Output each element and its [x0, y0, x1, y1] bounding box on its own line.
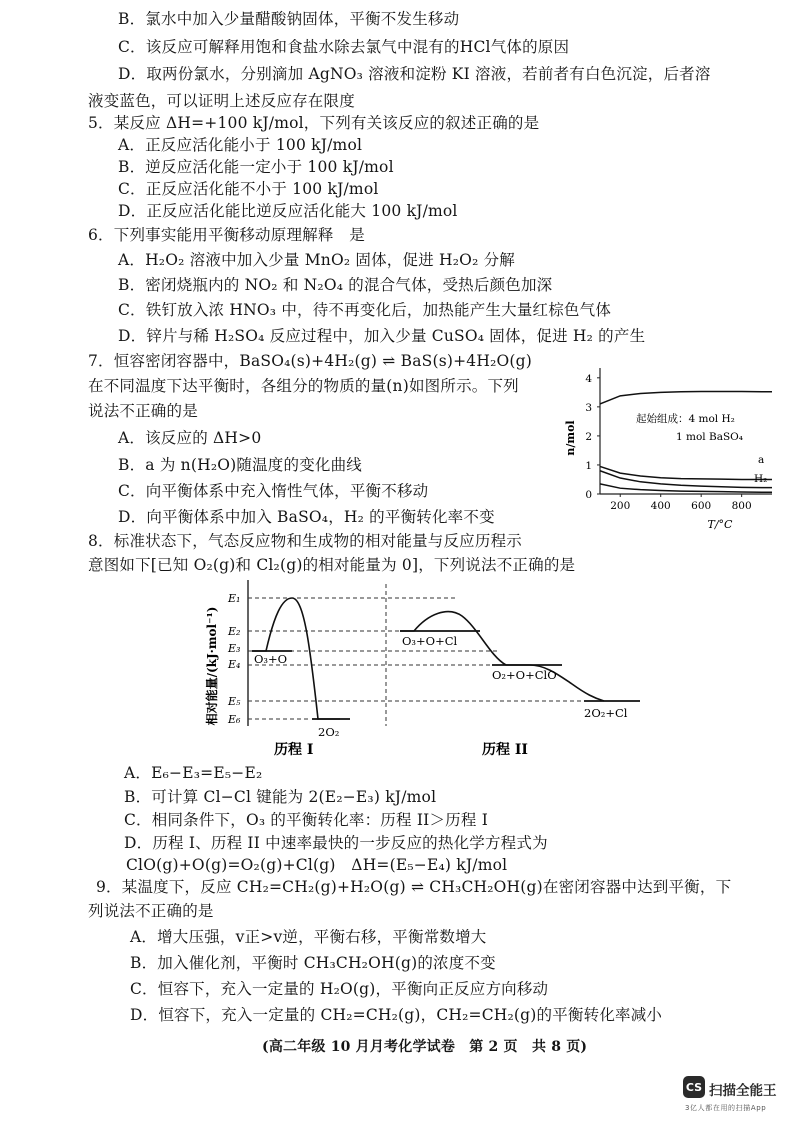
q8-option-c: C．相同条件下，O₃ 的平衡转化率：历程 II＞历程 I: [124, 811, 489, 829]
q7-stem-line1: 7．恒容密闭容器中，BaSO₄(s)+4H₂(g) ⇌ BaS(s)+4H₂O(g): [88, 352, 533, 370]
q8-species-o3-o: O₃+O: [254, 652, 288, 666]
q7-y-tick-label: 2: [585, 430, 592, 443]
q7-y-tick-label: 4: [585, 372, 592, 385]
q8-stem-line1: 8．标准状态下，气态反应物和生成物的相对能量与反应历程示: [88, 532, 522, 550]
q8-e5-label: E₅: [228, 695, 241, 708]
q8-species-o3-o-cl: O₃+O+Cl: [402, 634, 458, 648]
watermark-app-name: 扫描全能王: [709, 1083, 777, 1099]
q7-curve-1: [600, 466, 772, 479]
q8-energy-diagram: [200, 576, 650, 762]
q9-option-c: C．恒容下，充入一定量的 H₂O(g)，平衡向正反应方向移动: [130, 980, 549, 998]
q8-option-a: A．E₆−E₃=E₅−E₂: [124, 764, 263, 782]
q9-option-b: B．加入催化剂，平衡时 CH₃CH₂OH(g)的浓度不变: [130, 954, 496, 972]
q8-e2-label: E₂: [228, 625, 241, 638]
q7-y-tick-label: 3: [585, 401, 592, 414]
q6-stem: 6．下列事实能用平衡移动原理解释 是: [88, 226, 365, 244]
q8-pathway-2-label: 历程 II: [482, 742, 528, 758]
q7-option-b: B．a 为 n(H₂O)随温度的变化曲线: [118, 456, 363, 474]
q7-x-tick-label: 200: [610, 500, 631, 512]
q9-stem-line1: 9．某温度下，反应 CH₂=CH₂(g)+H₂O(g) ⇌ CH₃CH₂OH(g)在密闭容器中达到平衡，下: [96, 878, 732, 896]
q7-annotation-line2: 1 mol BaSO₄: [676, 431, 743, 443]
q4-option-b: B．氯水中加入少量醋酸钠固体，平衡不发生移动: [118, 10, 460, 28]
q9-option-d: D．恒容下，充入一定量的 CH₂=CH₂(g)，CH₂=CH₂(g)的平衡转化率减小: [130, 1006, 663, 1024]
q7-x-axis-label: T/°C: [707, 518, 733, 531]
q6-option-d: D．锌片与稀 H₂SO₄ 反应过程中，加入少量 CuSO₄ 固体，促进 H₂ 的产生: [118, 327, 646, 345]
q7-x-tick-label: 400: [650, 500, 671, 512]
q7-stem-line2: 在不同温度下达平衡时，各组分的物质的量(n)如图所示。下列: [88, 377, 519, 395]
page-footer: (高二年级 10 月月考化学试卷 第 2 页 共 8 页): [262, 1039, 588, 1055]
q7-equilibrium-chart: [560, 360, 780, 540]
q8-species-2o2-cl: 2O₂+Cl: [584, 706, 628, 720]
q7-series-label-a: a: [758, 454, 765, 466]
q8-option-d-line1: D．历程 I、历程 II 中速率最快的一步反应的热化学方程式为: [124, 834, 548, 852]
q7-annotation-line1: 起始组成：4 mol H₂: [636, 413, 735, 425]
q7-series-label-h2: H₂: [754, 473, 768, 485]
q6-option-a: A．H₂O₂ 溶液中加入少量 MnO₂ 固体，促进 H₂O₂ 分解: [118, 251, 516, 269]
q5-option-a: A．正反应活化能小于 100 kJ/mol: [118, 136, 363, 154]
q9-option-a: A．增大压强，v正>v逆，平衡右移，平衡常数增大: [130, 928, 487, 946]
q7-y-axis-label: n/mol: [564, 420, 577, 456]
q4-option-c: C．该反应可解释用饱和食盐水除去氯气中混有的HCl气体的原因: [118, 38, 570, 56]
q8-species-o2-o-clo: O₂+O+ClO: [492, 668, 557, 682]
q7-option-c: C．向平衡体系中充入惰性气体，平衡不移动: [118, 482, 429, 500]
q7-y-tick-label: 1: [585, 459, 592, 472]
q8-e3-label: E₃: [228, 642, 241, 655]
q8-y-axis-label: 相对能量/(kJ·mol⁻¹): [205, 606, 219, 726]
q6-option-b: B．密闭烧瓶内的 NO₂ 和 N₂O₄ 的混合气体，受热后颜色加深: [118, 276, 553, 294]
q8-species-2o2: 2O₂: [318, 725, 340, 739]
q7-curve-0: [600, 391, 772, 403]
q8-stem-line2: 意图如下[已知 O₂(g)和 Cl₂(g)的相对能量为 0]，下列说法不正确的是: [88, 556, 576, 574]
q9-stem-line2: 列说法不正确的是: [88, 902, 214, 920]
q8-pathway-2-curve: [400, 612, 604, 701]
camscanner-logo-icon: CS: [683, 1076, 705, 1098]
q8-e6-label: E₆: [228, 713, 241, 726]
q7-x-tick-label: 800: [731, 500, 752, 512]
q4-option-d-line1: D．取两份氯水，分别滴加 AgNO₃ 溶液和淀粉 KI 溶液，若前者有白色沉淀，后者溶: [118, 65, 711, 83]
q7-x-tick-label: 600: [691, 500, 712, 512]
q5-option-b: B．逆反应活化能一定小于 100 kJ/mol: [118, 158, 394, 176]
q7-stem-line3: 说法不正确的是: [88, 402, 198, 420]
q7-option-a: A．该反应的 ΔH>0: [118, 429, 262, 447]
watermark-tagline: 3亿人都在用的扫描App: [685, 1104, 767, 1112]
q7-option-d: D．向平衡体系中加入 BaSO₄，H₂ 的平衡转化率不变: [118, 508, 495, 526]
q8-e4-label: E₄: [228, 658, 241, 671]
q8-option-d-line2: ClO(g)+O(g)=O₂(g)+Cl(g) ΔH=(E₅−E₄) kJ/mol: [126, 856, 508, 874]
q5-option-c: C．正反应活化能不小于 100 kJ/mol: [118, 180, 379, 198]
q8-option-b: B．可计算 Cl−Cl 键能为 2(E₂−E₃) kJ/mol: [124, 788, 437, 806]
q4-option-d-line2: 液变蓝色，可以证明上述反应存在限度: [88, 92, 355, 110]
q6-option-c: C．铁钉放入浓 HNO₃ 中，待不再变化后，加热能产生大量红棕色气体: [118, 301, 612, 319]
scanner-watermark: [683, 1075, 791, 1119]
q8-e1-label: E₁: [228, 592, 241, 605]
q5-stem: 5．某反应 ΔH=+100 kJ/mol，下列有关该反应的叙述正确的是: [88, 114, 540, 132]
q8-pathway-1-label: 历程 I: [274, 742, 314, 758]
q5-option-d: D．正反应活化能比逆反应活化能大 100 kJ/mol: [118, 202, 458, 220]
q7-y-tick-label: 0: [585, 489, 592, 501]
